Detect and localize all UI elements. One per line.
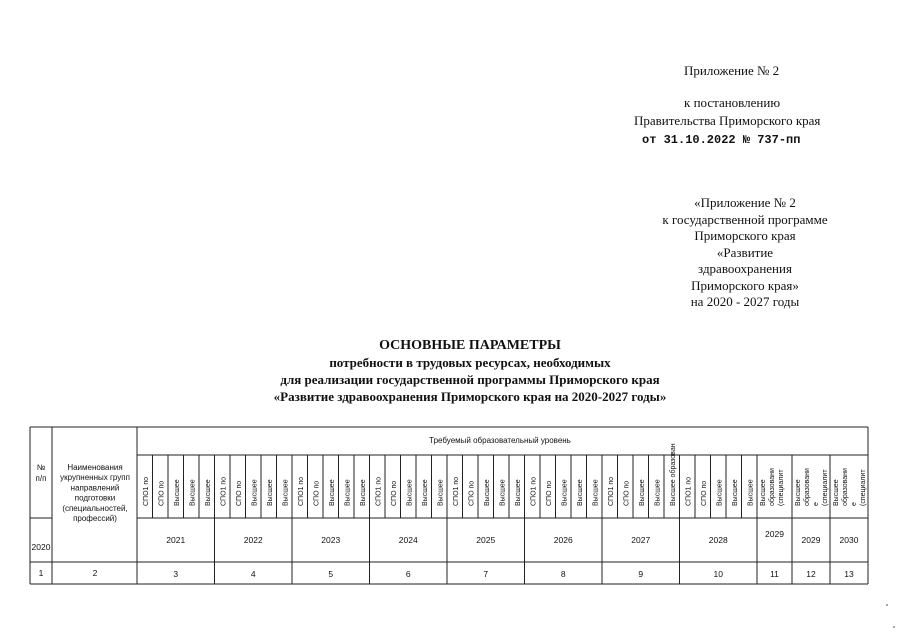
level-label: СПО по — [700, 480, 708, 506]
name-col-header-line: профессий) — [73, 514, 117, 523]
col-number: 7 — [483, 569, 489, 579]
level-label: СПО по — [158, 480, 166, 506]
level-label: СПО по — [468, 480, 476, 506]
name-col-header-line: укрупненных групп — [60, 473, 130, 483]
level-label: Высшее — [716, 479, 724, 506]
level-label: (специалит — [822, 469, 829, 506]
level-label: СПО1 по — [297, 476, 305, 506]
level-label: Высшее — [592, 479, 600, 506]
level-label: Высшее — [561, 479, 569, 506]
program-appendix-line: на 2020 - 2027 годы — [690, 294, 800, 309]
year-2021: 2021 — [166, 535, 186, 545]
level-label: Высшее — [833, 479, 840, 506]
level-label: (специалит — [778, 469, 785, 506]
level-label: СПО1 по — [452, 476, 460, 506]
level-label: Высшее — [359, 479, 367, 506]
program-appendix-line: «Приложение № 2 — [694, 195, 796, 210]
level-label: Высшее — [654, 479, 662, 506]
level-label: Высшее — [173, 479, 181, 506]
col-number: 6 — [405, 569, 411, 579]
level-label: СПО по — [390, 480, 398, 506]
level-label: Высшее — [421, 479, 429, 506]
year-2029: 2029 — [765, 529, 784, 539]
level-label: Высшее — [576, 479, 584, 506]
level-label: СПО по — [545, 480, 553, 506]
level-label: Высшее — [483, 479, 491, 506]
level-label: образовани — [842, 468, 849, 506]
program-appendix-line: к государственной программе — [662, 211, 828, 227]
level-label: Высшее — [204, 479, 212, 506]
level-label: Высшее — [437, 479, 445, 506]
level-label: Высшее — [731, 479, 739, 506]
level-label: СПО по — [313, 480, 321, 506]
col-number: 13 — [844, 569, 854, 579]
year-2020: 2020 — [31, 542, 51, 552]
level-label: Высшее — [328, 479, 336, 506]
level-label: Высшее образован — [669, 443, 677, 506]
year-2028: 2028 — [708, 535, 728, 545]
col-number: 4 — [250, 569, 256, 579]
col-number: 8 — [560, 569, 566, 579]
col-number: 5 — [328, 569, 334, 579]
year-2026: 2026 — [553, 535, 573, 545]
level-label: СПО1 по — [375, 476, 383, 506]
year-2024: 2024 — [398, 535, 418, 545]
level-label: е — [851, 502, 858, 506]
appendix-to-resolution: к постановлению — [684, 95, 781, 110]
level-label: Высшее — [747, 479, 755, 506]
name-col-header-line: направлений — [70, 483, 120, 493]
program-appendix-line: Приморского края — [694, 228, 796, 243]
level-label: СПО1 по — [142, 476, 150, 506]
appendix-heading: Приложение № 2 — [684, 63, 780, 78]
name-col-header-line: подготовки — [74, 493, 116, 503]
level-label: Высшее — [251, 479, 259, 506]
level-label: е — [813, 502, 820, 506]
level-label: СПО1 по — [607, 476, 615, 506]
level-label: Высшее — [760, 479, 767, 506]
level-label: Высшее — [499, 479, 507, 506]
appendix-date-number: от 31.10.2022 № 737-пп — [642, 133, 801, 147]
year-2030: 2030 — [839, 535, 859, 545]
col-number-2: 2 — [92, 568, 98, 578]
scan-speck — [893, 626, 895, 628]
year-2029: 2029 — [801, 535, 821, 545]
num-col-header: п/п — [35, 474, 47, 483]
level-label: Высшее — [514, 479, 522, 506]
level-label: СПО по — [235, 480, 243, 506]
col-number: 10 — [713, 569, 723, 579]
program-appendix-line: Приморского края» — [691, 277, 799, 293]
name-col-header-line: Наименования — [67, 463, 123, 472]
level-label: СПО1 по — [685, 476, 693, 506]
program-appendix-line: «Развитие — [716, 244, 774, 260]
level-label: Высшее — [795, 479, 802, 506]
num-col-header: № — [36, 463, 46, 472]
level-label: образовани — [769, 468, 776, 506]
level-label: СПО по — [623, 480, 631, 506]
title-line: «Развитие здравоохранения Приморского края на 2020-2027 годы» — [273, 389, 667, 404]
level-label: Высшее — [344, 479, 352, 506]
title-main: ОСНОВНЫЕ ПАРАМЕТРЫ — [379, 338, 561, 353]
scan-speck — [886, 604, 888, 606]
year-2023: 2023 — [321, 535, 341, 545]
level-label: Высшее — [406, 479, 414, 506]
level-label: Высшее — [282, 479, 290, 506]
year-2022: 2022 — [243, 535, 263, 545]
col-number: 11 — [770, 569, 779, 579]
appendix-government: Правительства Приморского края — [634, 113, 821, 128]
name-col-header-line: (специальностей, — [62, 503, 128, 513]
level-header: Требуемый образовательный уровень — [429, 436, 571, 445]
level-label: образовани — [804, 468, 811, 506]
level-label: Высшее — [189, 479, 197, 506]
col-number: 3 — [173, 569, 179, 579]
title-line: для реализации государственной программы Приморского края — [280, 372, 660, 387]
program-appendix-line: здравоохранения — [698, 261, 792, 276]
level-label: СПО1 по — [530, 476, 538, 506]
level-label: (специалит — [860, 469, 867, 506]
col-number: 9 — [638, 569, 644, 579]
level-label: Высшее — [638, 479, 646, 506]
col-number-1: 1 — [38, 568, 44, 578]
title-line: потребности в трудовых ресурсах, необходимых — [329, 355, 611, 370]
col-number: 12 — [806, 569, 816, 579]
year-2027: 2027 — [631, 535, 651, 545]
level-label: Высшее — [266, 479, 274, 506]
year-2025: 2025 — [476, 535, 496, 545]
level-label: СПО1 по — [220, 476, 228, 506]
